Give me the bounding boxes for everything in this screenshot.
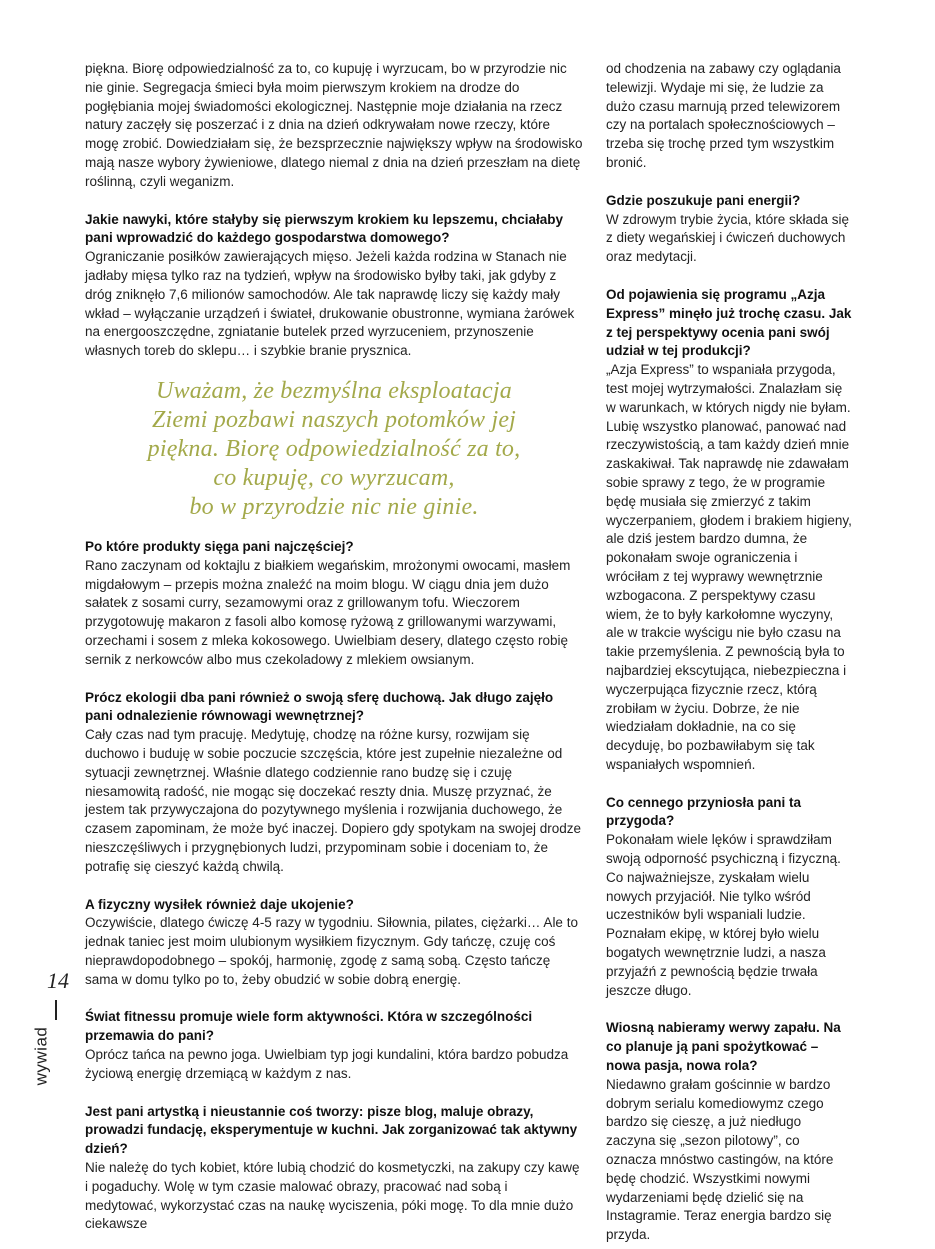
answer-adventure: Pokonałam wiele lęków i sprawdziłam swoją odporność psychiczną i fizyczną. Co najważniejsze, zyskałam wielu nowych przyjaciół. Nie tylko wśród uczestników byli wspaniali ludzie. Poznałam ekipę, w której było wielu bogatych wewnętrznie ludzi, a nasza przyjaźń z pewnością będzie trwała jeszcze długo. [606,832,841,998]
answer-products: Rano zaczynam od koktajlu z białkiem wegańskim, mrożonymi owocami, masłem migdałowym – przepis można znaleźć na moim blogu. W ciągu dnia jem dużo sałatek z sosami curry, sezamowymi oraz z grillowanym tofu. Wieczorem przygotowuję makaron z fasoli albo komosę ryżową z grillowanymi warzywami, orzechami i sosem z mleka kokosowego. Uwielbiam desery, dlatego często robię sernik z nerkowców albo mus czekoladowy z mlekiem owsianym. [85,557,571,667]
question-habits: Jakie nawyki, które stałyby się pierwszym krokiem ku lepszemu, chciałaby pani wprowadzić do każdego gospodarstwa domowego? [85,211,563,246]
answer-energy: W zdrowym trybie życia, które składa się z diety wegańskiej i ćwiczeń duchowych oraz medytacji. [606,211,850,265]
question-spring: Wiosną nabieramy werwy zapału. Na co planuje ją pani spożytkować – nowa pasja, nowa rola? [606,1020,841,1074]
answer-habits: Ograniczanie posiłków zawierających mięso. Jeżeli każda rodzina w Stanach nie jadłaby mięsa tylko raz na tydzień, wpływ na środowisko byłby taki, jak gdyby z dróg zniknęło 7,6 milionów samochodów. Ale tak naprawdę liczy się każdy mały wkład – wyłączanie urządzeń i świateł, drukowanie obustronne, wymiana żarówek na energooszczędne, zgniatanie butelek przed wyrzuceniem, przynoszenie własnych toreb do sklepu… i szybkie branie prysznica. [85,249,575,359]
answer-exercise: Oczywiście, dlatego ćwiczę 4-5 razy w tygodniu. Siłownia, pilates, ciężarki… Ale to jednak taniec jest moim ulubionym wysiłkiem fizycznym. Gdy tańczę, czuję coś nieprawdopodobnego – spokój, harmonię, zgodę z samą sobą. Często tańczę sama w domu tylko po to, żeby obudzić w sobie dobrą energię. [85,915,578,987]
continued-paragraph: od chodzenia na zabawy czy oglądania telewizji. Wydaje mi się, że ludzie za dużo czasu marnują przed telewizorem czy na portalach społecznościowych – trzeba się trochę przed tym wszystkim bronić. [606,61,841,170]
left-column [85,60,583,1234]
pull-quote [85,377,583,522]
answer-spring: Niedawno grałam gościnnie w bardzo dobrym serialu komediowymz czego bardzo się cieszę, a już niedługo zaczyna się „sezon pilotowy”, co oznacza mnóstwo castingów, na które będę chodzić. Wszystkimi nowymi wydarzeniami będę dzielić się na Instagramie. Teraz energia bardzo się przyda. [606,1076,834,1243]
pull-quote-line: bo w przyrodzie nic nie ginie. [189,493,479,520]
section-label: wywiad [31,1026,51,1086]
page-number: 14 [47,968,69,993]
question-exercise: A fizyczny wysiłek również daje ukojenie? [85,896,354,912]
question-adventure: Co cennego przyniosła pani ta przygoda? [606,794,802,829]
pull-quote-line: piękna. Biorę odpowiedzialność za to, [147,435,521,462]
question-products: Po które produkty sięga pani najczęściej? [85,538,354,554]
pull-quote-line: Uważam, że bezmyślna eksploatacja [156,377,512,404]
pull-quote-line: co kupuję, co wyrzucam, [213,464,455,491]
answer-spirituality: Cały czas nad tym pracuję. Medytuję, chodzę na różne kursy, rozwijam się duchowo i buduję w sobie poczucie szczęścia, które jest zupełnie niezależne od sytuacji zewnętrznej. Właśnie dlatego codziennie rano budzę się i czuję niesamowitą radość, nie mogąc się doczekać reszty dnia. Muszę przyznać, że jestem tak przywyczajona do pozytywnego myślenia i rozwijania duchowego, że czasem zapominam, że może być inaczej. Dopiero gdy spotykam na swojej drodze nieszczęśliwych i przygnębionych ludzi, przypominam sobie i doceniam to, że potrafię się cieszyć każdą chwilą. [85,727,581,874]
pull-quote-line: Ziemi pozbawi naszych potomków jej [151,406,517,433]
intro-paragraph: piękna. Biorę odpowiedzialność za to, co kupuję i wyrzucam, bo w przyrodzie nic nie ginie. Segregacja śmieci była moim pierwszym krokiem na drodze do pogłębiania mojej świadomości ekologicznej. Następnie moje działania na rzecz natury zaczęły się poszerzać i z dnia na dzień odkrywałam nowe rzeczy, które mogę zrobić. Dowiedziałam się, że bezsprzecznie największy wpływ na środowisko mają nasze wybory żywieniowe, dlatego niemal z dnia na dzień przeszłam na dietę roślinną, czyli weganizm. [85,61,583,189]
question-spirituality: Prócz ekologii dba pani również o swoją sferę duchową. Jak długo zajęło pani odnalezienie równowagi wewnętrznej? [85,689,554,724]
answer-fitness: Oprócz tańca na pewno joga. Uwielbiam typ jogi kundalini, która bardzo pobudza życiową energię drzemiącą w każdym z nas. [85,1047,569,1081]
right-column [606,60,852,1245]
answer-azja-express: „Azja Express” to wspaniała przygoda, test mojej wytrzymałości. Znalazłam się w warunkach, w których nigdy nie byłam. Lubię wszystko planować, panować nad rzeczywistością, a tam każdy dzień mnie zaskakiwał. Tak naprawdę nie zdawałam sobie sprawy z tego, że w programie będę musiała się zmierzyć z takim wyczerpaniem, głodem i brakiem higieny, ale dziś jestem bardzo dumna, że pokonałam swoje ograniczenia i wróciłam z tej wyprawy wewnętrznie wzbogacona. Z perspektywy czasu wiem, że to były karkołomne wyczyny, ale w trakcie wyścigu nie było czasu na takie przemyślenia. Z pewnością była to najbardziej ekscytująca, niebezpieczna i wyczerpująca fizycznie rzecz, którą zrobiłam w życiu. Dobrze, że nie wiedziałam dokładnie, na co się decyduję, bo pozbawiłabym się tak wspaniałych wspomnień. [606,362,852,772]
question-azja-express: Od pojawienia się programu „Azja Express” minęło już trochę czasu. Jak z tej perspektywy ocenia pani swój udział w tej produkcji? [606,286,852,359]
page-margin-label [24,968,69,1118]
question-active-day: Jest pani artystką i nieustannie coś tworzy: pisze blog, maluje obrazy, prowadzi fundację, eksperymentuje w kuchni. Jak zorganizować tak aktywny dzień? [85,1103,578,1157]
question-energy: Gdzie poszukuje pani energii? [606,192,801,208]
divider [55,1000,57,1020]
question-fitness: Świat fitnessu promuje wiele form aktywności. Która w szczególności przemawia do pani? [85,1009,533,1044]
answer-active-day: Nie należę do tych kobiet, które lubią chodzić do kosmetyczki, na zakupy czy kawę i pogaduchy. Wolę w tym czasie malować obrazy, pracować nad sobą i medytować, wykorzystać czas na naukę wyciszenia, póki mogę. To dla mnie dużo ciekawsze [85,1160,580,1232]
